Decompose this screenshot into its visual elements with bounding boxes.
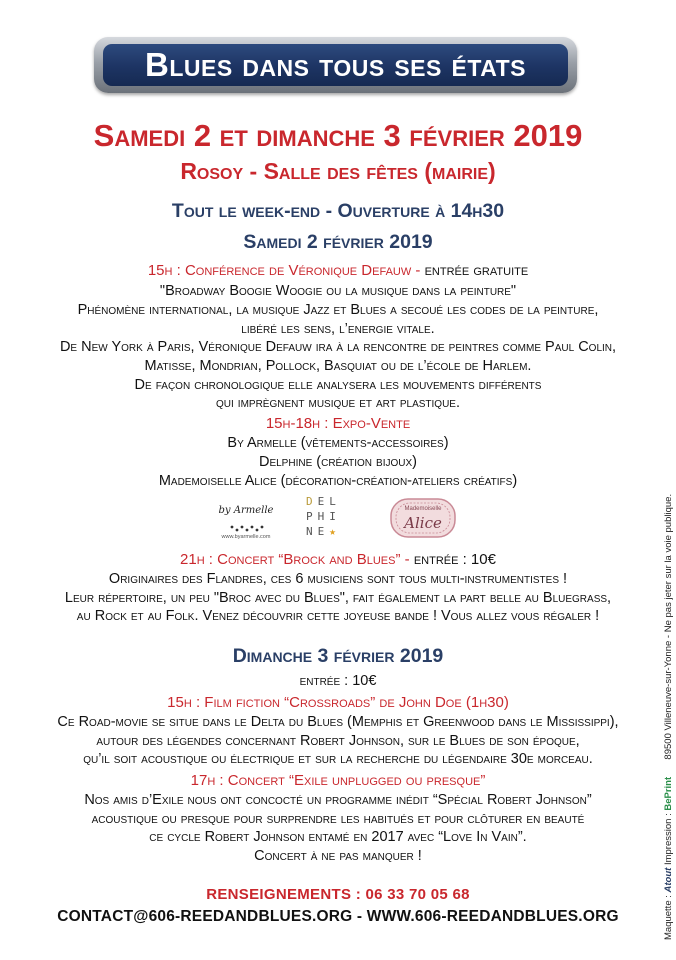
talk-entry: entrée gratuite (424, 262, 529, 279)
concert-sat-heading (0, 551, 676, 568)
concert-sun-line: acoustique ou presque pour surprendre les habitués et pour clôturer en beauté (91, 811, 585, 827)
event-venue: Rosoy - Salle des fêtes (mairie) (180, 158, 496, 184)
expo-heading (0, 415, 676, 432)
expo-line: By Armelle (vêtements-accessoires) (227, 435, 449, 451)
delphine-logo (306, 494, 342, 542)
sunday-entry: entrée : 10€ (299, 673, 377, 689)
concert-sat-line: Leur répertoire, un peu "Broc avec du Blues", fait également la part belle au Bluegrass, (64, 590, 612, 606)
talk-line: De New York à Paris, Véronique Defauw ira à la rencontre de peintres comme Paul Colin, (59, 339, 617, 355)
concert-sat-line: Originaires des Flandres, ces 6 musiciens sont tous multi-instrumentistes ! (108, 571, 568, 587)
concert-sat-time: 21h : (180, 551, 213, 568)
delphine-logo-line: PHI (306, 510, 341, 523)
weekend-opening: Tout le week-end - Ouverture à 14h30 (171, 200, 505, 222)
concert-sat-title: Concert “Brock and Blues” - (217, 551, 410, 568)
armelle-logo-url: www.byarmelle.com (221, 534, 271, 540)
alice-logo (388, 497, 458, 539)
concert-sun-title: Concert “Exile unplugged ou presque” (227, 772, 486, 789)
concert-sun-line: Nos amis d’Exile nous ont concocté un programme inédit “Spécial Robert Johnson” (84, 792, 592, 808)
impression-label: Impression : (663, 813, 674, 866)
delphine-logo-line: NE★ (306, 525, 341, 538)
expo-time: 15h-18h : (265, 415, 329, 432)
expo-line: Delphine (création bijoux) (258, 454, 418, 470)
alice-logo-name: Alice (404, 514, 442, 532)
armelle-logo (218, 495, 274, 543)
talk-line: "Broadway Boogie Woogie ou la musique dans la peinture" (159, 283, 517, 299)
alice-logo-top: Mademoiselle (404, 506, 442, 512)
event-dates: Samedi 2 et dimanche 3 février 2019 (93, 118, 583, 153)
film-time: 15h : (167, 694, 201, 711)
concert-sun-line: Concert à ne pas manquer ! (254, 848, 422, 864)
banner-title: Blues dans tous ses états (103, 44, 568, 86)
talk-line: Matisse, Mondrian, Pollock, Basquiat ou de l’école de Harlem. (144, 358, 532, 374)
talk-heading (0, 262, 676, 279)
talk-line: libéré les sens, l’energie vitale. (241, 321, 435, 337)
impression-brand: BePrint (663, 776, 674, 811)
film-line: qu’il soit acoustique ou électrique et sur la recherche du légendaire 30e morceau. (83, 751, 593, 767)
concert-sun-time: 17h : (190, 772, 224, 789)
expo-line: Mademoiselle Alice (décoration-création-ateliers créatifs) (158, 473, 518, 489)
film-line: autour des légendes concernant Robert Johnson, sur le Blues de son époque, (96, 733, 580, 749)
disposal-notice: - Ne pas jeter sur la voie publique. (663, 493, 674, 639)
expo-title: Expo-Vente (332, 415, 411, 432)
talk-time: 15h : (147, 262, 181, 279)
talk-line: qui imprègnent musique et art plastique. (215, 395, 460, 411)
film-line: Ce Road-movie se situe dans le Delta du Blues (Memphis et Greenwood dans le Mississippi), (57, 714, 619, 730)
maquette-brand: Atout (663, 867, 674, 893)
talk-line: De façon chronologique elle analysera les mouvements différents (134, 377, 542, 393)
armelle-logo-text: by Armelle (218, 505, 274, 516)
printer-address: 89500 Villeneuve-sur-Yonne (663, 640, 674, 760)
film-heading (0, 694, 676, 711)
info-phone: RENSEIGNEMENTS : 06 33 70 05 68 (206, 886, 470, 903)
concert-sat-line: au Rock et au Folk. Venez découvrir cette joyeuse bande ! Vous allez vous régaler ! (76, 608, 600, 624)
contact-line: CONTACT@606-REEDANDBLUES.ORG - WWW.606-REEDANDBLUES.ORG (57, 908, 619, 925)
title-banner (94, 37, 577, 93)
saturday-title: Samedi 2 février 2019 (243, 231, 433, 253)
concert-sun-heading (0, 772, 676, 789)
print-credit (663, 494, 674, 940)
talk-title: Conférence de Véronique Defauw - (184, 262, 421, 279)
sunday-title: Dimanche 3 février 2019 (232, 645, 444, 667)
maquette-label: Maquette : (663, 895, 674, 940)
concert-sun-line: ce cycle Robert Johnson entamé en 2017 avec “Love In Vain”. (149, 829, 527, 845)
delphine-logo-line: DEL (306, 495, 341, 508)
talk-line: Phénomène international, la musique Jazz et Blues a secoué les codes de la peinture, (77, 302, 599, 318)
film-title: Film fiction “Crossroads” de John Doe (1h30) (204, 694, 509, 711)
concert-sat-entry: entrée : 10€ (413, 551, 496, 568)
delphine-logo-text: EL (317, 495, 341, 508)
